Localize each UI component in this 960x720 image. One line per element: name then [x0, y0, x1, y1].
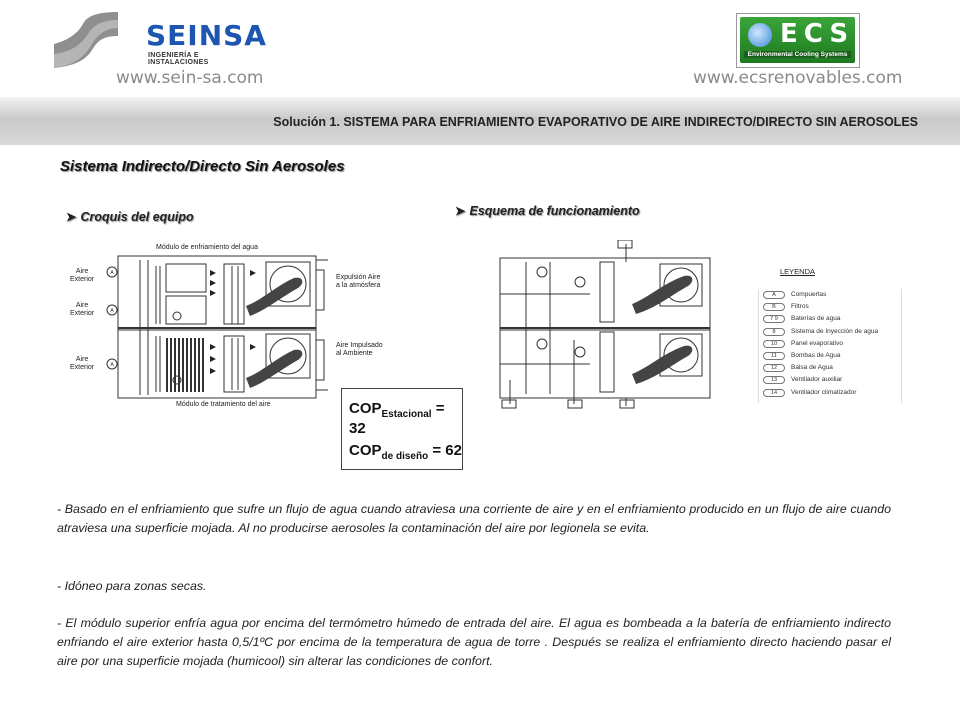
paragraph-1: - Basado en el enfriamiento que sufre un flujo de agua cuando atraviesa una corriente de aire y en el enfriamiento producido en un flujo de aire cuando atraviesa una superficie mojada. Al no producirse aerosoles la contaminación del aire por legionela se evita. — [57, 502, 891, 535]
legend-item-key: 12 — [763, 364, 785, 372]
legend-item — [763, 389, 856, 400]
legend-item-key: 13 — [763, 376, 785, 384]
legend-item — [763, 340, 843, 351]
seinsa-url[interactable]: www.sein-sa.com — [116, 68, 264, 88]
cop-box — [341, 388, 463, 470]
inlet-label-1 — [70, 268, 94, 284]
legend-item — [763, 364, 833, 375]
legend-item-label: Filtros — [791, 303, 809, 311]
legend-item-label: Panel evaporativo — [791, 339, 844, 347]
inlet-label-3 — [70, 356, 94, 372]
legend-item-key: B — [763, 303, 785, 311]
outlet-label-top-line1: Expulsión Aire — [336, 274, 381, 281]
ecs-subtitle: Environmental Cooling Systems — [744, 51, 851, 58]
legend-item-key: 7 9 — [763, 315, 785, 323]
legend-item-label: Bombas de Agua — [791, 352, 841, 359]
inlet-label-2-line2: Exterior — [70, 310, 95, 317]
legend-item-label: Sistema de Inyección de agua — [791, 327, 879, 335]
legend-item-key: 10 — [763, 340, 785, 348]
legend-item — [763, 315, 841, 326]
outlet-label-top — [336, 274, 380, 290]
cop-seasonal — [349, 400, 462, 437]
cop-seasonal-sub: Estacional — [381, 409, 432, 420]
ecs-url[interactable]: www.ecsrenovables.com — [693, 68, 903, 88]
legend-item — [763, 291, 826, 302]
legend-title: LEYENDA — [780, 267, 816, 276]
inlet-label-1-line2: Exterior — [70, 276, 95, 283]
bullet-esquema-label: Esquema de funcionamiento — [469, 204, 640, 218]
legend-item — [763, 328, 878, 339]
legend-item-label: Baterías de agua — [791, 315, 841, 323]
seinsa-logo-mark — [50, 10, 120, 70]
section-title: Sistema Indirecto/Directo Sin Aerosoles — [60, 158, 345, 175]
ecs-logo — [736, 13, 860, 68]
paragraph-2: - Idóneo para zonas secas. — [57, 579, 207, 593]
cop-seasonal-main: COP — [349, 400, 382, 417]
inlet-label-3-line2: Exterior — [70, 364, 95, 371]
legend-item-label: Balsa de Agua — [791, 364, 833, 372]
paragraph-3: - El módulo superior enfría agua por encima del termómetro húmedo de entrada del aire. El agua es bombeada a la batería de enfriamiento indirecto enfriando el aire exterior hasta 0,5/1ºC por encima de la temperatura de agua de torre . Después se realiza el enfriamiento directo haciendo pasar el aire por una superficie mojada (humicool) sin alterar las condiciones de confort. — [57, 616, 891, 668]
ecs-name: ECS — [780, 19, 855, 49]
seinsa-name: SEINSA — [146, 19, 267, 52]
esquema-diagram — [490, 240, 730, 412]
cop-design-main: COP — [349, 442, 382, 459]
legend-item — [763, 303, 809, 314]
inlet-label-2-line1: Aire — [75, 302, 89, 309]
legend-item-key: 11 — [763, 352, 785, 360]
legend-box — [758, 289, 902, 403]
legend-item-key: 8 — [763, 328, 785, 336]
bullet-croquis-label: Croquis del equipo — [80, 210, 194, 224]
cop-design-sub: de diseño — [381, 451, 429, 462]
croquis-bottom-label: Módulo de tratamiento del aire — [176, 401, 271, 408]
outlet-label-bottom — [336, 342, 383, 358]
ecs-drop-icon — [748, 23, 772, 47]
cop-design — [349, 442, 462, 462]
legend-item — [763, 376, 842, 387]
outlet-label-bottom-line1: Aire Impulsado — [336, 342, 383, 349]
slide-title: Solución 1. SISTEMA PARA ENFRIAMIENTO EVAPORATIVO DE AIRE INDIRECTO/DIRECTO SIN AEROSOLES — [273, 115, 918, 129]
legend-item-label: Ventilador climatizador — [791, 388, 857, 396]
svg-text:A: A — [110, 362, 114, 368]
legend-item — [763, 352, 841, 363]
inlet-label-3-line1: Aire — [75, 356, 89, 363]
arrow-bullet-icon: ➤ — [455, 204, 466, 218]
inlet-label-2 — [70, 302, 94, 318]
svg-text:A: A — [110, 270, 114, 276]
bullet-croquis — [66, 209, 194, 224]
arrow-bullet-icon: ➤ — [66, 210, 77, 224]
seinsa-logo — [50, 10, 267, 70]
legend — [758, 265, 900, 405]
cop-seasonal-value: = 32 — [349, 400, 445, 437]
legend-item-label: Compuertas — [791, 291, 827, 298]
legend-item-key: A — [763, 291, 785, 299]
seinsa-subtitle: INGENIERÍA E INSTALACIONES — [148, 52, 209, 66]
svg-text:A: A — [110, 308, 114, 314]
bullet-esquema — [455, 203, 640, 218]
cop-design-value: = 62 — [428, 442, 462, 459]
legend-item-label: Ventilador auxiliar — [791, 376, 843, 384]
inlet-label-1-line1: Aire — [75, 268, 89, 275]
croquis-top-label: Módulo de enfriamiento del agua — [156, 244, 258, 251]
outlet-label-top-line2: a la atmósfera — [336, 282, 381, 289]
legend-item-key: 14 — [763, 389, 785, 397]
outlet-label-bottom-line2: al Ambiente — [336, 350, 373, 357]
